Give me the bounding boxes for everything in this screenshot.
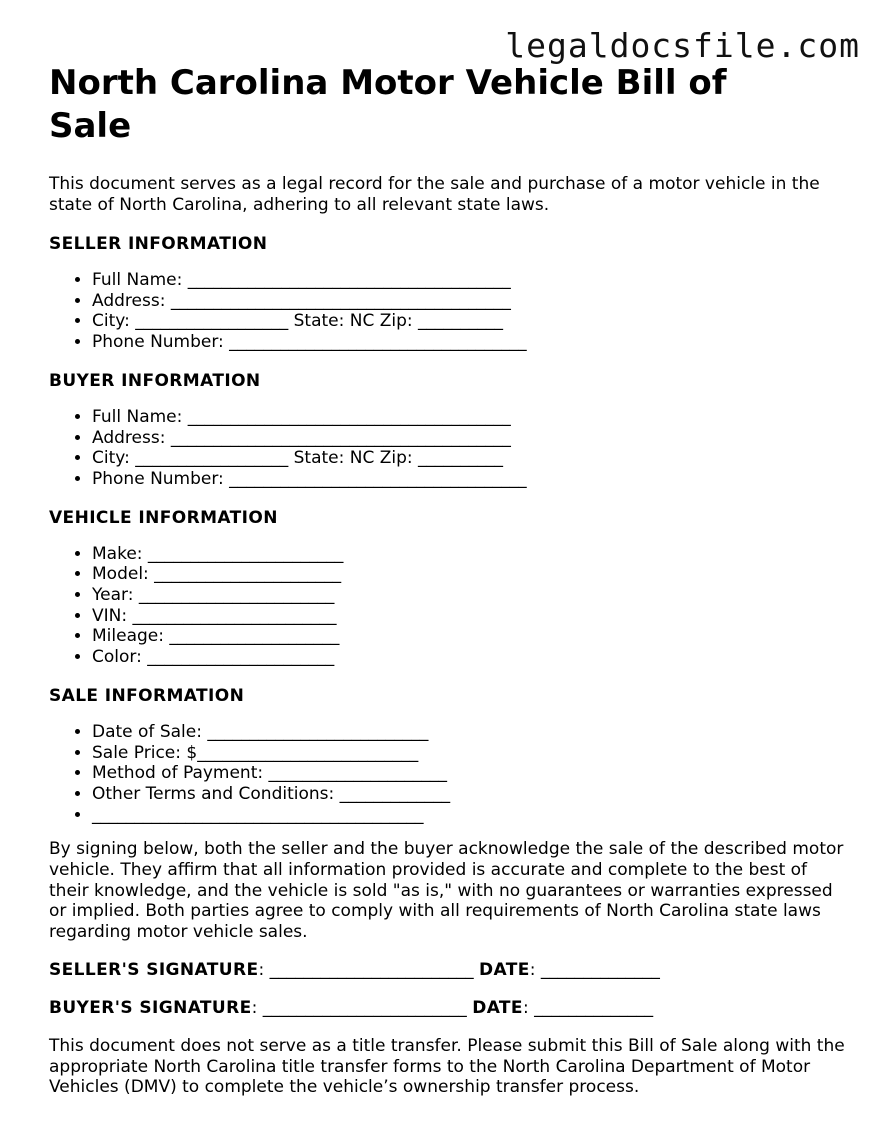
seller-address-field[interactable]: • Address: ________________________________________	[92, 291, 849, 312]
seller-full-name-field[interactable]: • Full Name: ______________________________________	[92, 270, 849, 291]
seller-heading: SELLER INFORMATION	[49, 234, 268, 254]
other-terms-continuation-field[interactable]: • _______________________________________	[92, 805, 849, 826]
buyer-signature-label: BUYER'S SIGNATURE	[49, 997, 252, 1018]
vehicle-vin-field[interactable]: • VIN: ________________________	[92, 606, 849, 627]
sale-heading: SALE INFORMATION	[49, 685, 245, 706]
vehicle-make-field[interactable]: • Make: _______________________	[92, 544, 849, 565]
buyer-address-field[interactable]: • Address: ________________________________________	[92, 428, 849, 449]
other-terms-field[interactable]: • Other Terms and Conditions: _____________	[92, 784, 849, 805]
acknowledgement-paragraph: By signing below, both the seller and the buyer acknowledge the sale of the described motor vehicle. They affirm that all information provided is accurate and complete to the best of their knowledge, and the vehicle is sold "as is," with no guarantees or warranties expressed or implied. Both parties agree to comply with all requirements of North Carolina state laws regarding motor vehicle sales.	[49, 839, 844, 943]
buyer-list	[49, 407, 849, 490]
page-title: North Carolina Motor Vehicle Bill of Sale	[49, 63, 727, 146]
seller-signature-field[interactable]: : ________________________	[258, 959, 474, 980]
vehicle-model-field[interactable]: • Model: ______________________	[92, 564, 849, 585]
sale-list	[49, 722, 849, 826]
buyer-phone-field[interactable]: • Phone Number: ___________________________________	[92, 469, 849, 490]
sale-date-field[interactable]: • Date of Sale: __________________________	[92, 722, 849, 743]
vehicle-list	[49, 544, 849, 668]
buyer-signature-field[interactable]: : ________________________	[251, 997, 467, 1018]
buyer-signature-line	[49, 998, 849, 1019]
sale-price-field[interactable]: • Sale Price: $__________________________	[92, 743, 849, 764]
vehicle-heading: VEHICLE INFORMATION	[49, 507, 278, 528]
seller-phone-field[interactable]: • Phone Number: ___________________________________	[92, 332, 849, 353]
watermark: legaldocsfile.com	[505, 26, 860, 65]
vehicle-mileage-field[interactable]: • Mileage: ____________________	[92, 626, 849, 647]
document-body	[49, 62, 849, 1098]
seller-date-label: DATE	[479, 959, 530, 980]
buyer-heading: BUYER INFORMATION	[49, 370, 261, 391]
buyer-city-state-zip-field[interactable]: • City: __________________ State: NC Zip: __________	[92, 448, 849, 469]
intro-paragraph: This document serves as a legal record for the sale and purchase of a motor vehicle in the state of North Carolina, adhering to all relevant state laws.	[49, 174, 820, 215]
payment-method-field[interactable]: • Method of Payment: _____________________	[92, 763, 849, 784]
seller-list	[49, 270, 849, 353]
vehicle-year-field[interactable]: • Year: _______________________	[92, 585, 849, 606]
seller-signature-label: SELLER'S SIGNATURE	[49, 959, 259, 980]
buyer-date-label: DATE	[472, 997, 523, 1018]
seller-signature-line	[49, 960, 849, 981]
footer-paragraph: This document does not serve as a title transfer. Please submit this Bill of Sale along with the appropriate North Carolina title transfer forms to the North Carolina Department of Motor Vehicles (DMV) to complete the vehicle’s ownership transfer process.	[49, 1035, 845, 1098]
vehicle-color-field[interactable]: • Color: ______________________	[92, 647, 849, 668]
seller-city-state-zip-field[interactable]: • City: __________________ State: NC Zip: __________	[92, 311, 849, 332]
buyer-full-name-field[interactable]: • Full Name: ______________________________________	[92, 407, 849, 428]
buyer-date-field[interactable]: : ______________	[522, 997, 654, 1018]
seller-date-field[interactable]: : ______________	[529, 959, 660, 980]
